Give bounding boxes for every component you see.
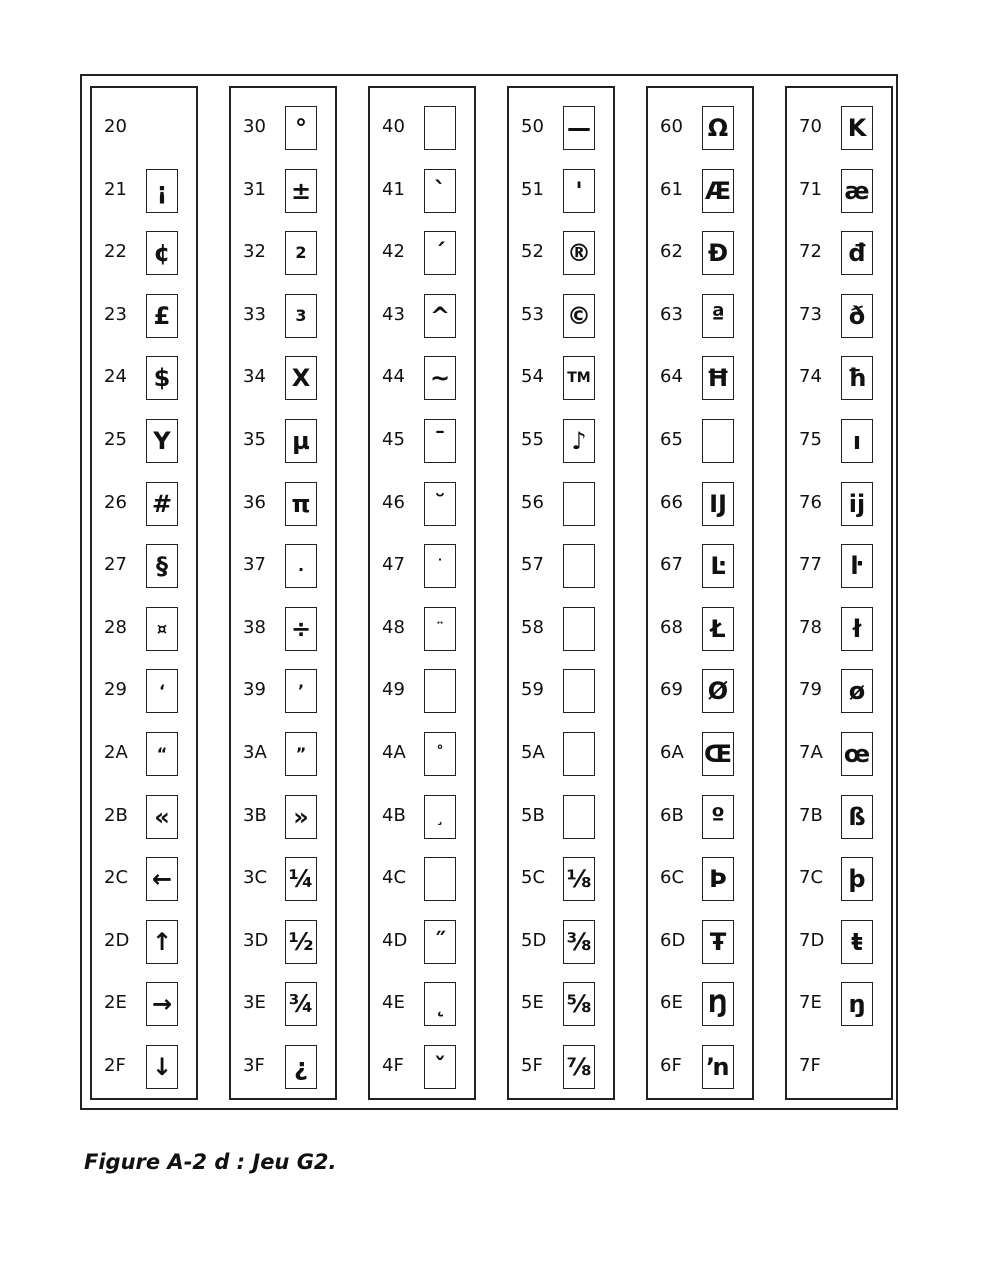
char-glyph: Ŧ: [702, 920, 734, 964]
char-code: 5A: [521, 742, 545, 763]
char-code: 7D: [799, 929, 825, 951]
char-code: 49: [382, 679, 405, 701]
table-row: [92, 785, 196, 847]
char-glyph: ÷: [285, 607, 317, 651]
char-glyph: ': [563, 169, 595, 213]
table-row: [509, 472, 613, 534]
char-code: 3C: [243, 867, 268, 889]
char-glyph: [424, 106, 456, 150]
char-code: 62: [660, 241, 683, 263]
char-code: 6D: [660, 929, 686, 951]
table-row: [370, 910, 474, 972]
char-glyph: ¤: [146, 607, 178, 651]
char-code: 5F: [521, 1055, 543, 1076]
table-row: [92, 221, 196, 283]
char-code: 55: [521, 429, 544, 450]
table-row: [231, 534, 335, 596]
char-glyph: ´: [424, 231, 456, 275]
table-row: [92, 159, 196, 221]
char-glyph: 2: [285, 231, 317, 275]
char-code: 42: [382, 241, 405, 263]
table-row: [509, 96, 613, 158]
table-row: [231, 910, 335, 972]
table-row: [509, 597, 613, 659]
char-glyph: `: [424, 169, 456, 213]
char-code: 35: [243, 429, 266, 450]
char-glyph: ı: [841, 419, 873, 463]
char-glyph: Ĳ: [702, 482, 734, 526]
char-code: 65: [660, 429, 683, 450]
char-code: 60: [660, 116, 683, 137]
table-row: [648, 785, 752, 847]
table-row: [787, 284, 891, 346]
table-row: [648, 597, 752, 659]
table-row: [92, 659, 196, 721]
char-code: 45: [382, 429, 405, 450]
table-row: [787, 1035, 891, 1097]
char-code: 2D: [104, 929, 130, 951]
char-code: 5D: [521, 929, 547, 951]
char-glyph: ˘: [424, 482, 456, 526]
table-row: [509, 346, 613, 408]
char-glyph: $: [146, 356, 178, 400]
table-row: [648, 159, 752, 221]
char-glyph: ®: [563, 231, 595, 275]
char-code: 67: [660, 554, 683, 576]
table-row: [787, 972, 891, 1034]
char-code: 52: [521, 241, 544, 263]
table-row: [787, 722, 891, 784]
char-glyph: ˙: [424, 544, 456, 588]
table-row: [231, 221, 335, 283]
char-code: 54: [521, 366, 544, 388]
char-glyph: ŧ: [841, 920, 873, 964]
char-glyph: [424, 857, 456, 901]
char-code: 59: [521, 679, 544, 701]
char-code: 50: [521, 116, 544, 137]
char-glyph: →: [146, 982, 178, 1026]
char-glyph: [563, 732, 595, 776]
char-glyph: Þ: [702, 857, 734, 901]
char-glyph: ’: [285, 669, 317, 713]
char-code: 41: [382, 178, 405, 200]
table-column: [785, 86, 893, 1100]
table-row: [648, 972, 752, 1034]
char-glyph: ^: [424, 294, 456, 338]
char-glyph: ø: [841, 669, 873, 713]
char-code: 22: [104, 241, 127, 263]
char-glyph: ↓: [146, 1045, 178, 1089]
table-row: [231, 284, 335, 346]
char-glyph: ŉ: [702, 1045, 734, 1089]
char-glyph: K: [841, 106, 873, 150]
char-code: 66: [660, 491, 683, 513]
char-glyph: “: [146, 732, 178, 776]
char-code: 43: [382, 303, 405, 325]
char-code: 37: [243, 554, 266, 576]
char-glyph: ĳ: [841, 482, 873, 526]
char-glyph: °: [285, 106, 317, 150]
char-glyph: ¾: [285, 982, 317, 1026]
character-table: [80, 74, 898, 1110]
char-glyph: ¨: [424, 607, 456, 651]
table-row: [231, 472, 335, 534]
char-glyph: ‘: [146, 669, 178, 713]
char-code: 27: [104, 554, 127, 576]
char-glyph: TM: [563, 356, 595, 400]
char-glyph: ⅛: [563, 857, 595, 901]
char-code: 6C: [660, 867, 685, 889]
char-code: 34: [243, 366, 266, 388]
char-code: 26: [104, 491, 127, 513]
char-code: 40: [382, 116, 405, 137]
char-code: 53: [521, 303, 544, 325]
table-row: [370, 159, 474, 221]
char-glyph: [563, 544, 595, 588]
char-glyph: ~: [424, 356, 456, 400]
table-row: [509, 972, 613, 1034]
char-code: 77: [799, 554, 822, 576]
char-code: 73: [799, 303, 822, 325]
char-code: 2C: [104, 867, 129, 889]
table-row: [787, 597, 891, 659]
char-glyph: £: [146, 294, 178, 338]
char-code: 7E: [799, 992, 822, 1014]
char-glyph: ł: [841, 607, 873, 651]
table-column: [368, 86, 476, 1100]
char-glyph: Ł: [702, 607, 734, 651]
table-row: [648, 722, 752, 784]
table-row: [648, 1035, 752, 1097]
char-glyph: [563, 482, 595, 526]
char-code: 30: [243, 116, 266, 137]
table-row: [787, 221, 891, 283]
char-code: 72: [799, 241, 822, 263]
char-glyph: [563, 795, 595, 839]
char-code: 63: [660, 303, 683, 325]
table-row: [648, 284, 752, 346]
char-glyph: ±: [285, 169, 317, 213]
table-row: [509, 722, 613, 784]
char-glyph: ŀ: [841, 544, 873, 588]
char-code: 31: [243, 178, 266, 200]
char-glyph: ←: [146, 857, 178, 901]
char-glyph: Ŀ: [702, 544, 734, 588]
table-row: [787, 96, 891, 158]
char-code: 25: [104, 429, 127, 450]
char-code: 6B: [660, 804, 684, 826]
char-code: 48: [382, 616, 405, 638]
table-row: [231, 847, 335, 909]
char-glyph: ©: [563, 294, 595, 338]
table-row: [370, 785, 474, 847]
char-code: 3B: [243, 804, 267, 826]
char-glyph: ˛: [424, 982, 456, 1026]
char-glyph: Œ: [702, 732, 734, 776]
char-glyph: ↑: [146, 920, 178, 964]
table-row: [92, 722, 196, 784]
char-glyph: Æ: [702, 169, 734, 213]
table-row: [231, 96, 335, 158]
table-row: [787, 910, 891, 972]
char-code: 46: [382, 491, 405, 513]
char-code: 3D: [243, 929, 269, 951]
char-glyph: ¸: [424, 795, 456, 839]
table-row: [509, 221, 613, 283]
table-row: [648, 409, 752, 471]
char-code: 4A: [382, 742, 406, 763]
char-glyph: ♪: [563, 419, 595, 463]
char-glyph: ˚: [424, 732, 456, 776]
table-row: [231, 659, 335, 721]
char-glyph: Đ: [702, 231, 734, 275]
char-code: 3A: [243, 742, 267, 763]
char-glyph: ˝: [424, 920, 456, 964]
char-code: 5B: [521, 804, 545, 826]
table-row: [92, 346, 196, 408]
table-row: [509, 534, 613, 596]
char-code: 79: [799, 679, 822, 701]
table-row: [648, 346, 752, 408]
char-glyph: 3: [285, 294, 317, 338]
table-row: [509, 847, 613, 909]
char-code: 32: [243, 241, 266, 263]
table-row: [648, 96, 752, 158]
char-glyph: ª: [702, 294, 734, 338]
char-glyph: ß: [841, 795, 873, 839]
table-row: [92, 1035, 196, 1097]
table-row: [231, 722, 335, 784]
char-glyph: [563, 607, 595, 651]
char-glyph: Ω: [702, 106, 734, 150]
char-code: 4F: [382, 1055, 404, 1076]
char-code: 4D: [382, 929, 408, 951]
table-row: [509, 409, 613, 471]
char-glyph: §: [146, 544, 178, 588]
char-glyph: [563, 669, 595, 713]
char-code: 47: [382, 554, 405, 576]
char-code: 74: [799, 366, 822, 388]
table-column: [229, 86, 337, 1100]
table-column: [646, 86, 754, 1100]
char-glyph: þ: [841, 857, 873, 901]
char-code: 29: [104, 679, 127, 701]
char-code: 44: [382, 366, 405, 388]
char-code: 23: [104, 303, 127, 325]
char-glyph: ŋ: [841, 982, 873, 1026]
table-row: [509, 910, 613, 972]
table-row: [92, 284, 196, 346]
char-glyph: ⅝: [563, 982, 595, 1026]
char-glyph: ¯: [424, 419, 456, 463]
table-row: [787, 785, 891, 847]
table-column: [90, 86, 198, 1100]
table-row: [231, 409, 335, 471]
table-row: [648, 534, 752, 596]
char-glyph: œ: [841, 732, 873, 776]
char-glyph: ð: [841, 294, 873, 338]
table-row: [231, 159, 335, 221]
table-row: [509, 659, 613, 721]
table-row: [370, 597, 474, 659]
char-code: 38: [243, 616, 266, 638]
char-glyph: »: [285, 795, 317, 839]
table-row: [370, 1035, 474, 1097]
char-code: 21: [104, 178, 127, 200]
char-glyph: æ: [841, 169, 873, 213]
char-code: 61: [660, 178, 683, 200]
char-glyph: [424, 669, 456, 713]
char-glyph: π: [285, 482, 317, 526]
char-code: 58: [521, 616, 544, 638]
char-code: 75: [799, 429, 822, 450]
char-glyph: «: [146, 795, 178, 839]
char-code: 69: [660, 679, 683, 701]
char-code: 64: [660, 366, 683, 388]
table-row: [92, 472, 196, 534]
table-row: [370, 96, 474, 158]
char-code: 5C: [521, 867, 546, 889]
table-row: [231, 597, 335, 659]
char-glyph: #: [146, 482, 178, 526]
char-glyph: ⅜: [563, 920, 595, 964]
table-row: [370, 346, 474, 408]
char-code: 2B: [104, 804, 128, 826]
char-glyph: º: [702, 795, 734, 839]
table-row: [648, 221, 752, 283]
char-glyph: Ħ: [702, 356, 734, 400]
table-row: [92, 910, 196, 972]
table-row: [787, 659, 891, 721]
char-code: 4C: [382, 867, 407, 889]
char-glyph: ⅞: [563, 1045, 595, 1089]
char-code: 3F: [243, 1055, 265, 1076]
char-code: 3E: [243, 992, 266, 1014]
table-row: [787, 159, 891, 221]
figure-caption: Figure A-2 d : Jeu G2.: [84, 1150, 337, 1174]
table-column: [507, 86, 615, 1100]
char-code: 51: [521, 178, 544, 200]
table-row: [231, 1035, 335, 1097]
char-code: 20: [104, 116, 127, 137]
table-row: [92, 597, 196, 659]
char-glyph: .: [285, 544, 317, 588]
char-code: 56: [521, 491, 544, 513]
char-code: 28: [104, 616, 127, 638]
table-row: [92, 847, 196, 909]
table-row: [231, 972, 335, 1034]
table-row: [648, 847, 752, 909]
char-glyph: ¿: [285, 1045, 317, 1089]
table-row: [370, 221, 474, 283]
char-code: 71: [799, 178, 822, 200]
table-row: [370, 847, 474, 909]
char-glyph: Ŋ: [702, 982, 734, 1026]
char-code: 7A: [799, 742, 823, 763]
table-row: [509, 785, 613, 847]
char-code: 7C: [799, 867, 824, 889]
char-glyph: —: [563, 106, 595, 150]
char-glyph: [702, 419, 734, 463]
char-code: 7F: [799, 1055, 821, 1076]
char-glyph: µ: [285, 419, 317, 463]
char-glyph: ½: [285, 920, 317, 964]
table-row: [509, 1035, 613, 1097]
char-code: 6F: [660, 1055, 682, 1076]
table-row: [648, 472, 752, 534]
table-row: [787, 847, 891, 909]
char-code: 33: [243, 303, 266, 325]
char-code: 7B: [799, 804, 823, 826]
char-glyph: Ø: [702, 669, 734, 713]
char-code: 57: [521, 554, 544, 576]
char-code: 2F: [104, 1055, 126, 1076]
char-code: 6A: [660, 742, 684, 763]
table-row: [787, 472, 891, 534]
char-code: 76: [799, 491, 822, 513]
char-code: 78: [799, 616, 822, 638]
table-row: [787, 409, 891, 471]
table-row: [370, 409, 474, 471]
table-row: [370, 659, 474, 721]
char-code: 4B: [382, 804, 406, 826]
table-row: [92, 534, 196, 596]
char-glyph: ¢: [146, 231, 178, 275]
char-code: 24: [104, 366, 127, 388]
table-row: [92, 96, 196, 158]
table-row: [370, 284, 474, 346]
char-code: 39: [243, 679, 266, 701]
char-code: 2A: [104, 742, 128, 763]
table-row: [648, 910, 752, 972]
char-glyph: X: [285, 356, 317, 400]
table-row: [370, 972, 474, 1034]
char-code: 5E: [521, 992, 544, 1014]
char-glyph: ¡: [146, 169, 178, 213]
table-row: [231, 346, 335, 408]
char-code: 6E: [660, 992, 683, 1014]
char-glyph: ”: [285, 732, 317, 776]
table-row: [648, 659, 752, 721]
table-row: [509, 159, 613, 221]
table-row: [231, 785, 335, 847]
char-code: 4E: [382, 992, 405, 1014]
char-code: 2E: [104, 992, 127, 1014]
table-row: [370, 722, 474, 784]
char-glyph: ˇ: [424, 1045, 456, 1089]
char-glyph: ħ: [841, 356, 873, 400]
table-row: [787, 346, 891, 408]
char-glyph: đ: [841, 231, 873, 275]
char-glyph: Y: [146, 419, 178, 463]
char-glyph: ¼: [285, 857, 317, 901]
char-code: 70: [799, 116, 822, 137]
char-code: 68: [660, 616, 683, 638]
table-row: [92, 409, 196, 471]
table-row: [370, 472, 474, 534]
table-row: [787, 534, 891, 596]
table-row: [92, 972, 196, 1034]
table-row: [370, 534, 474, 596]
char-code: 36: [243, 491, 266, 513]
table-row: [509, 284, 613, 346]
